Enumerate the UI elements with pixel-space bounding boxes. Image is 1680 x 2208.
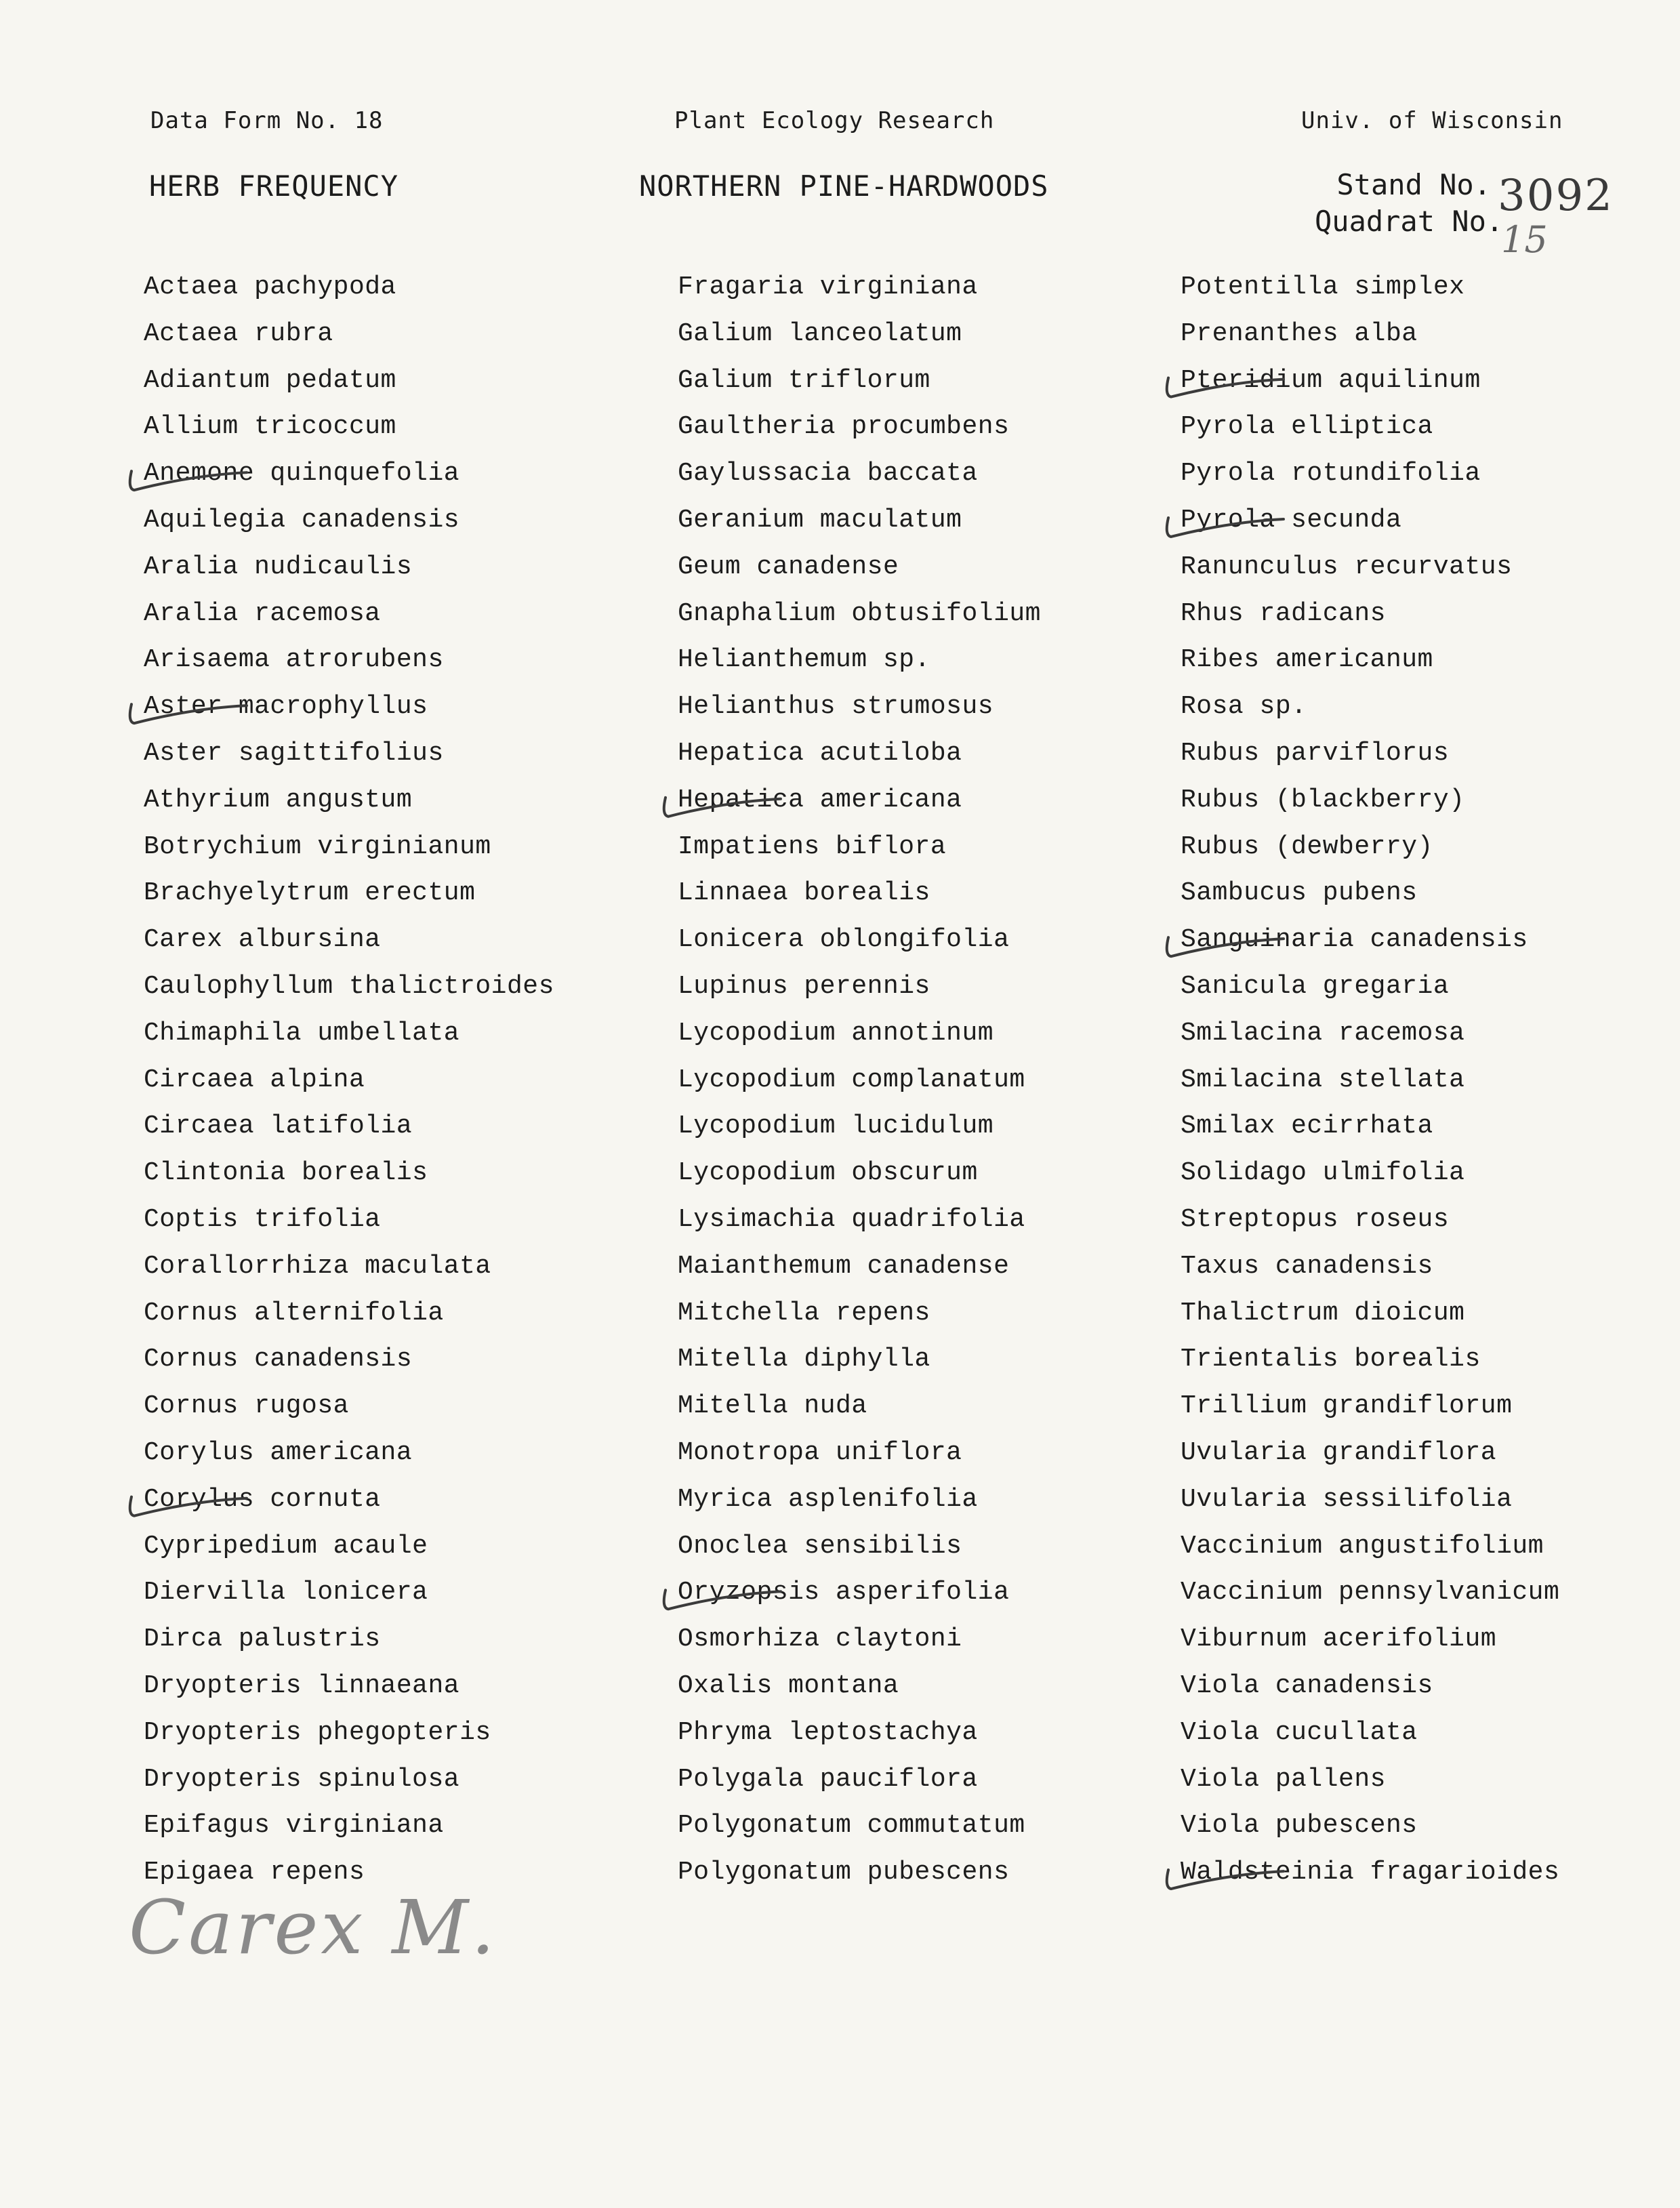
species-item: Helianthus strumosus [678,692,994,722]
species-item: Rubus parviflorus [1181,738,1450,768]
species-item: Thalictrum dioicum [1181,1298,1465,1328]
research-label: Plant Ecology Research [674,107,995,134]
species-item: Coptis trifolia [144,1204,381,1234]
species-item: Diervilla lonicera [144,1578,428,1608]
species-item: Cornus alternifolia [144,1298,444,1328]
species-item: Mitella nuda [678,1391,867,1421]
species-item: Mitella diphylla [678,1345,930,1374]
species-item: Smilacina stellata [1181,1065,1465,1095]
species-item: Polygala pauciflora [678,1764,978,1794]
species-item: Polygonatum pubescens [678,1858,1010,1887]
species-item: Lycopodium lucidulum [678,1111,994,1141]
species-column-2 [678,272,1041,1904]
species-item: Pyrola rotundifolia [1181,459,1481,489]
stand-number-value: 3092 [1498,171,1614,221]
species-item: Chimaphila umbellata [144,1018,460,1048]
species-item: Viola pallens [1181,1764,1386,1794]
species-item: Corallorrhiza maculata [144,1251,491,1281]
species-item: Smilax ecirrhata [1181,1111,1433,1141]
species-item: Dryopteris spinulosa [144,1764,460,1794]
species-item: Galium lanceolatum [678,319,962,348]
species-column-1 [144,272,554,1904]
species-item: Taxus canadensis [1181,1251,1433,1281]
species-item: Actaea pachypoda [144,272,396,302]
species-item: Epifagus virginiana [144,1811,444,1841]
species-item: Gaylussacia baccata [678,459,978,489]
species-item: Hepatica americana [678,785,962,815]
species-item: Circaea latifolia [144,1111,413,1141]
species-item: Anemone quinquefolia [144,459,460,489]
species-item: Caulophyllum thalictroides [144,971,554,1001]
species-item: Rubus (dewberry) [1181,832,1433,861]
quadrat-label: Quadrat No. [1315,205,1504,238]
species-item: Rhus radicans [1181,598,1386,628]
species-item: Hepatica acutiloba [678,738,962,768]
university-label: Univ. of Wisconsin [1301,107,1563,134]
species-item: Smilacina racemosa [1181,1018,1465,1048]
species-item: Rubus (blackberry) [1181,785,1465,815]
species-item: Cornus rugosa [144,1391,349,1421]
species-item: Osmorhiza claytoni [678,1624,962,1654]
species-item: Adiantum pedatum [144,365,396,395]
species-item: Epigaea repens [144,1858,365,1887]
species-item: Oryzopsis asperifolia [678,1578,1010,1608]
species-item: Dryopteris linnaeana [144,1671,460,1700]
community-title: NORTHERN PINE-HARDWOODS [639,169,1049,203]
species-item: Cornus canadensis [144,1345,413,1374]
species-item: Carex albursina [144,925,381,955]
species-item: Streptopus roseus [1181,1204,1450,1234]
species-item: Pyrola elliptica [1181,412,1433,442]
species-item: Trillium grandiflorum [1181,1391,1513,1421]
species-item: Actaea rubra [144,319,333,348]
species-item: Sanicula gregaria [1181,971,1450,1001]
species-item: Ribes americanum [1181,645,1433,675]
species-item: Pteridium aquilinum [1181,365,1481,395]
stand-quadrat-labels [1315,167,1504,240]
species-item: Gaultheria procumbens [678,412,1010,442]
species-item: Maianthemum canadense [678,1251,1010,1281]
species-item: Trientalis borealis [1181,1345,1481,1374]
species-item: Allium tricoccum [144,412,396,442]
species-item: Geranium maculatum [678,505,962,535]
species-item: Aralia racemosa [144,598,381,628]
species-item: Oxalis montana [678,1671,899,1700]
species-item: Circaea alpina [144,1065,365,1095]
species-item: Onoclea sensibilis [678,1531,962,1561]
species-item: Potentilla simplex [1181,272,1465,302]
species-item: Helianthemum sp. [678,645,930,675]
species-item: Lonicera oblongifolia [678,925,1010,955]
species-column-3 [1181,272,1559,1904]
species-item: Brachyelytrum erectum [144,878,476,908]
species-item: Phryma leptostachya [678,1717,978,1747]
species-item: Mitchella repens [678,1298,930,1328]
species-item: Vaccinium angustifolium [1181,1531,1544,1561]
species-item: Clintonia borealis [144,1158,428,1188]
species-item: Gnaphalium obtusifolium [678,598,1041,628]
species-item: Sanguinaria canadensis [1181,925,1528,955]
species-item: Fragaria virginiana [678,272,978,302]
species-item: Pyrola secunda [1181,505,1402,535]
species-item: Viola cucullata [1181,1717,1418,1747]
species-item: Lycopodium complanatum [678,1065,1025,1095]
species-item: Viola canadensis [1181,1671,1433,1700]
species-item: Lysimachia quadrifolia [678,1204,1025,1234]
species-item: Uvularia sessilifolia [1181,1484,1513,1514]
species-item: Ranunculus recurvatus [1181,552,1513,581]
species-item: Dryopteris phegopteris [144,1717,491,1747]
species-item: Waldsteinia fragarioides [1181,1858,1560,1887]
species-item: Galium triflorum [678,365,930,395]
species-item: Cypripedium acaule [144,1531,428,1561]
species-item: Aralia nudicaulis [144,552,413,581]
species-item: Uvularia grandiflora [1181,1437,1497,1467]
species-item: Linnaea borealis [678,878,930,908]
species-item: Aster sagittifolius [144,738,444,768]
species-item: Monotropa uniflora [678,1437,962,1467]
species-item: Lycopodium annotinum [678,1018,994,1048]
species-item: Arisaema atrorubens [144,645,444,675]
species-item: Rosa sp. [1181,692,1307,722]
species-item: Myrica asplenifolia [678,1484,978,1514]
species-item: Viburnum acerifolium [1181,1624,1497,1654]
species-item: Dirca palustris [144,1624,381,1654]
species-item: Lupinus perennis [678,971,930,1001]
species-item: Impatiens biflora [678,832,947,861]
species-item: Aster macrophyllus [144,692,428,722]
stand-label: Stand No. [1336,168,1491,201]
form-title: HERB FREQUENCY [149,169,399,203]
species-item: Sambucus pubens [1181,878,1418,908]
form-number: Data Form No. 18 [150,107,384,134]
handwritten-note: Carex M. [129,1884,498,1971]
species-item: Lycopodium obscurum [678,1158,978,1188]
species-item: Polygonatum commutatum [678,1811,1025,1841]
species-item: Aquilegia canadensis [144,505,460,535]
species-item: Geum canadense [678,552,899,581]
species-item: Corylus cornuta [144,1484,381,1514]
species-item: Vaccinium pennsylvanicum [1181,1578,1560,1608]
species-item: Athyrium angustum [144,785,413,815]
species-item: Corylus americana [144,1437,413,1467]
quadrat-number-value: 15 [1501,218,1548,261]
species-item: Prenanthes alba [1181,319,1418,348]
species-item: Botrychium virginianum [144,832,491,861]
species-item: Viola pubescens [1181,1811,1418,1841]
species-item: Solidago ulmifolia [1181,1158,1465,1188]
